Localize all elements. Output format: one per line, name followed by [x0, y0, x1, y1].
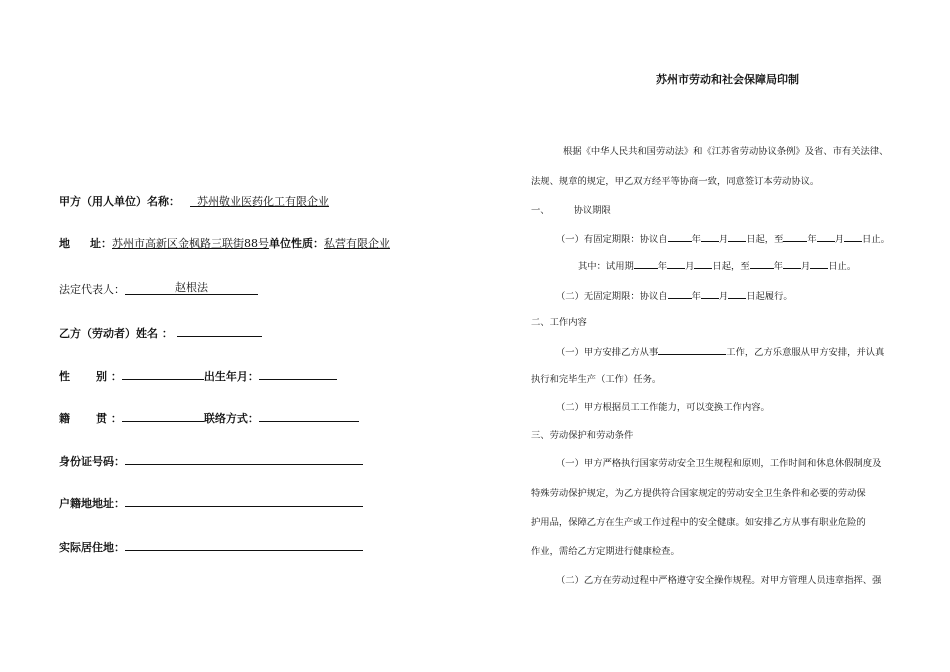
safety-line-1: （一）甲方严格执行国家劳动安全卫生规程和原则，工作时间和休息休假制度及	[556, 458, 882, 469]
employer-row	[59, 195, 329, 209]
address-row	[59, 237, 390, 251]
probation-end-month-blank[interactable]	[783, 259, 801, 269]
address-value: 苏州市高新区金枫路三联街88号	[112, 237, 269, 250]
operation-line-1: （二）乙方在劳动过程中严格遵守安全操作规程。对甲方管理人员违章指挥、强	[556, 575, 882, 586]
origin-label: 籍 贯 ：	[59, 412, 122, 425]
gender-label: 性 别 ：	[59, 370, 122, 383]
employee-name-label: 乙方（劳动者）姓名 ：	[59, 327, 173, 340]
unit-type-value: 私营有限企业	[324, 237, 390, 250]
job-assignment-line-2: 执行和完毕生产（工作）任务。	[531, 374, 662, 385]
residence-field[interactable]	[125, 539, 363, 551]
job-assignment-line: （一）甲方安排乙方从事 工作，乙方乐意服从甲方安排，并认真	[556, 347, 885, 358]
safety-line-4: 作业，需给乙方定期进行健康检查。	[531, 546, 680, 557]
gender-row	[59, 368, 337, 384]
probation-start-day-blank[interactable]	[694, 259, 712, 269]
origin-row	[59, 410, 359, 426]
id-row	[59, 453, 363, 469]
origin-field[interactable]	[122, 410, 204, 422]
open-day-blank[interactable]	[728, 289, 746, 299]
household-label: 户籍地地址：	[59, 497, 125, 510]
section-2-heading: 二、工作内容	[531, 317, 587, 328]
section-1-heading	[531, 205, 611, 217]
gender-field[interactable]	[122, 368, 204, 380]
unit-type-label: 单位性质：	[269, 237, 324, 250]
open-term-line: （二）无固定期限：协议自 年 月 日起履行。	[556, 291, 793, 302]
employer-value: 苏州敬业医药化工有限企业	[197, 195, 329, 208]
section-1-title: 协议期限	[573, 205, 611, 216]
safety-line-2: 特殊劳动保护规定，为乙方提供符合国家规定的劳动安全卫生条件和必要的劳动保	[531, 488, 866, 499]
household-field[interactable]	[125, 495, 363, 507]
contact-field[interactable]	[259, 410, 359, 422]
legal-rep-field[interactable]: 赵根法	[125, 283, 258, 295]
employee-name-field[interactable]	[177, 325, 262, 337]
id-field[interactable]	[125, 453, 363, 465]
job-blank[interactable]	[658, 345, 726, 355]
residence-row	[59, 539, 363, 555]
start-year-blank[interactable]	[668, 232, 692, 242]
probation-end-day-blank[interactable]	[810, 259, 828, 269]
start-day-blank[interactable]	[728, 232, 746, 242]
safety-line-3: 护用品，保障乙方在生产或工作过程中的安全健康。如安排乙方从事有职业危险的	[531, 517, 866, 528]
intro-line-2: 法规、规章的规定，甲乙双方经平等协商一致，同意签订本劳动协议。	[531, 176, 820, 187]
probation-line: 其中：试用期 年 月 日起，至 年 月 日止。	[578, 261, 857, 272]
section-1-number: 一、	[531, 205, 550, 216]
birth-label: 出生年月：	[203, 370, 259, 383]
id-label: 身份证号码：	[59, 455, 125, 468]
household-row	[59, 495, 363, 511]
employee-name-row	[59, 325, 262, 341]
legal-rep-row	[59, 283, 258, 297]
employer-label: 甲方（用人单位）名称：	[59, 195, 180, 208]
birth-field[interactable]	[259, 368, 337, 380]
start-month-blank[interactable]	[701, 232, 719, 242]
issuer-title: 苏州市劳动和社会保障局印制	[656, 73, 799, 86]
open-year-blank[interactable]	[668, 289, 692, 299]
address-label: 地 址：	[59, 237, 112, 250]
probation-start-month-blank[interactable]	[667, 259, 685, 269]
contact-label: 联络方式：	[203, 412, 259, 425]
legal-rep-label: 法定代表人：	[59, 283, 125, 296]
end-day-blank[interactable]	[844, 232, 862, 242]
end-month-blank[interactable]	[817, 232, 835, 242]
residence-label: 实际居住地：	[59, 541, 125, 554]
job-change-line: （二）甲方根据员工工作能力，可以变换工作内容。	[556, 402, 770, 413]
fixed-term-line: （一）有固定期限：协议自 年 月 日起，至 年 月 日止。	[556, 234, 890, 245]
open-month-blank[interactable]	[701, 289, 719, 299]
probation-end-year-blank[interactable]	[750, 259, 774, 269]
probation-start-year-blank[interactable]	[634, 259, 658, 269]
end-year-blank[interactable]	[783, 232, 807, 242]
intro-line-1: 根据《中华人民共和国劳动法》和《江苏省劳动协议条例》及省、市有关法律、	[563, 146, 889, 157]
section-3-heading: 三、劳动保护和劳动条件	[531, 430, 634, 441]
